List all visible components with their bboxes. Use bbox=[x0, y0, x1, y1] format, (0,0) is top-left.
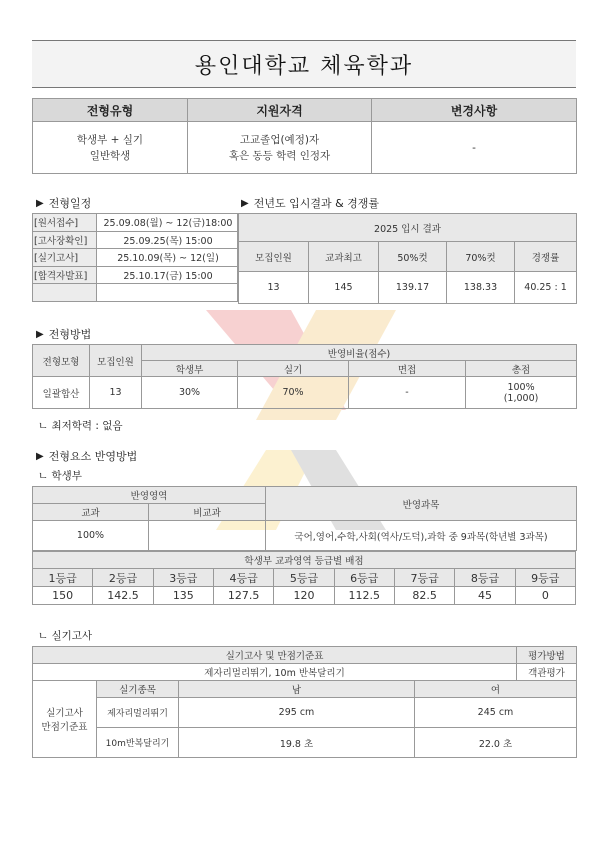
page-title: 용인대학교 체육학과 bbox=[32, 40, 576, 88]
qualification-cell: 고교졸업(예정)자 혹은 동등 학력 인정자 bbox=[188, 122, 372, 174]
corner-icon: ㄴ bbox=[38, 470, 49, 482]
changes-cell: - bbox=[372, 122, 577, 174]
reflection-table: 반영영역 반영과목 교과 비교과 100% 국어,영어,수학,사회(역사/도덕),과학 중 9과목(학년별 3과목) bbox=[32, 486, 577, 551]
results-caption: 2025 입시 결과 bbox=[239, 214, 577, 242]
triangle-icon: ▶ bbox=[36, 328, 44, 340]
elements-heading: ▶ 전형요소 반영방법 bbox=[36, 450, 138, 463]
schedule-table bbox=[32, 213, 238, 302]
grade-label-row: 1등급 2등급 3등급 4등급 5등급 6등급 7등급 8등급 9등급 bbox=[33, 569, 576, 587]
schedule-row: [실기고사] 25.10.09(목) ~ 12(일) bbox=[33, 249, 238, 267]
header-changes: 변경사항 bbox=[372, 99, 577, 122]
min-requirement-note: ㄴ 최저학력 : 없음 bbox=[38, 420, 123, 432]
corner-icon: ㄴ bbox=[38, 630, 49, 642]
practical-row: 제자리멀리뛰기 295 cm 245 cm bbox=[33, 698, 577, 728]
results-table: 2025 입시 결과 모집인원 교과최고 50%컷 70%컷 경쟁률 13 145 139.17 138.33 40.25 : 1 bbox=[238, 213, 577, 304]
grade-score-table: 학생부 교과영역 등급별 배점 1등급 2등급 3등급 4등급 5등급 6등급 7등급 8등급 9등급 150 142.5 135 127.5 120 112.5 82.5 45 0 bbox=[32, 551, 576, 605]
results-heading: ▶ 전년도 입시결과 & 경쟁률 bbox=[241, 197, 380, 210]
schedule-heading: ▶ 전형일정 bbox=[36, 197, 92, 210]
method-table: 전형모형 모집인원 반영비율(점수) 학생부 실기 면접 총점 일괄합산 13 30% 70% - 100% (1,000) bbox=[32, 344, 577, 409]
header-qualification: 지원자격 bbox=[188, 99, 372, 122]
corner-icon: ㄴ bbox=[38, 420, 49, 432]
triangle-icon: ▶ bbox=[36, 197, 44, 209]
grade-score-row: 150 142.5 135 127.5 120 112.5 82.5 45 0 bbox=[33, 587, 576, 605]
type-cell: 학생부 + 실기 일반학생 bbox=[33, 122, 188, 174]
header-type: 전형유형 bbox=[33, 99, 188, 122]
practical-label: ㄴ 실기고사 bbox=[38, 630, 93, 642]
practical-row: 10m반복달리기 19.8 초 22.0 초 bbox=[33, 728, 577, 758]
triangle-icon: ▶ bbox=[241, 197, 249, 209]
practical-table: 실기고사 및 만점기준표 평가방법 제자리멀리뛰기, 10m 반복달리기 객관평가 실기고사 만점기준표 실기종목 남 여 제자리멀리뛰기 295 cm 245 cm 10m반복달리기 19.8 초 22.0 초 bbox=[32, 646, 577, 758]
schedule-row: [합격자발표] 25.10.17(금) 15:00 bbox=[33, 266, 238, 284]
triangle-icon: ▶ bbox=[36, 450, 44, 462]
schedule-row bbox=[33, 284, 238, 302]
student-record-label: ㄴ 학생부 bbox=[38, 470, 82, 482]
practical-side-label: 실기고사 만점기준표 bbox=[33, 681, 97, 758]
schedule-row: [원서접수] 25.09.08(월) ~ 12(금)18:00 bbox=[33, 214, 238, 232]
schedule-row: [고사장확인] 25.09.25(목) 15:00 bbox=[33, 231, 238, 249]
method-heading: ▶ 전형방법 bbox=[36, 328, 92, 341]
summary-table bbox=[32, 98, 577, 174]
